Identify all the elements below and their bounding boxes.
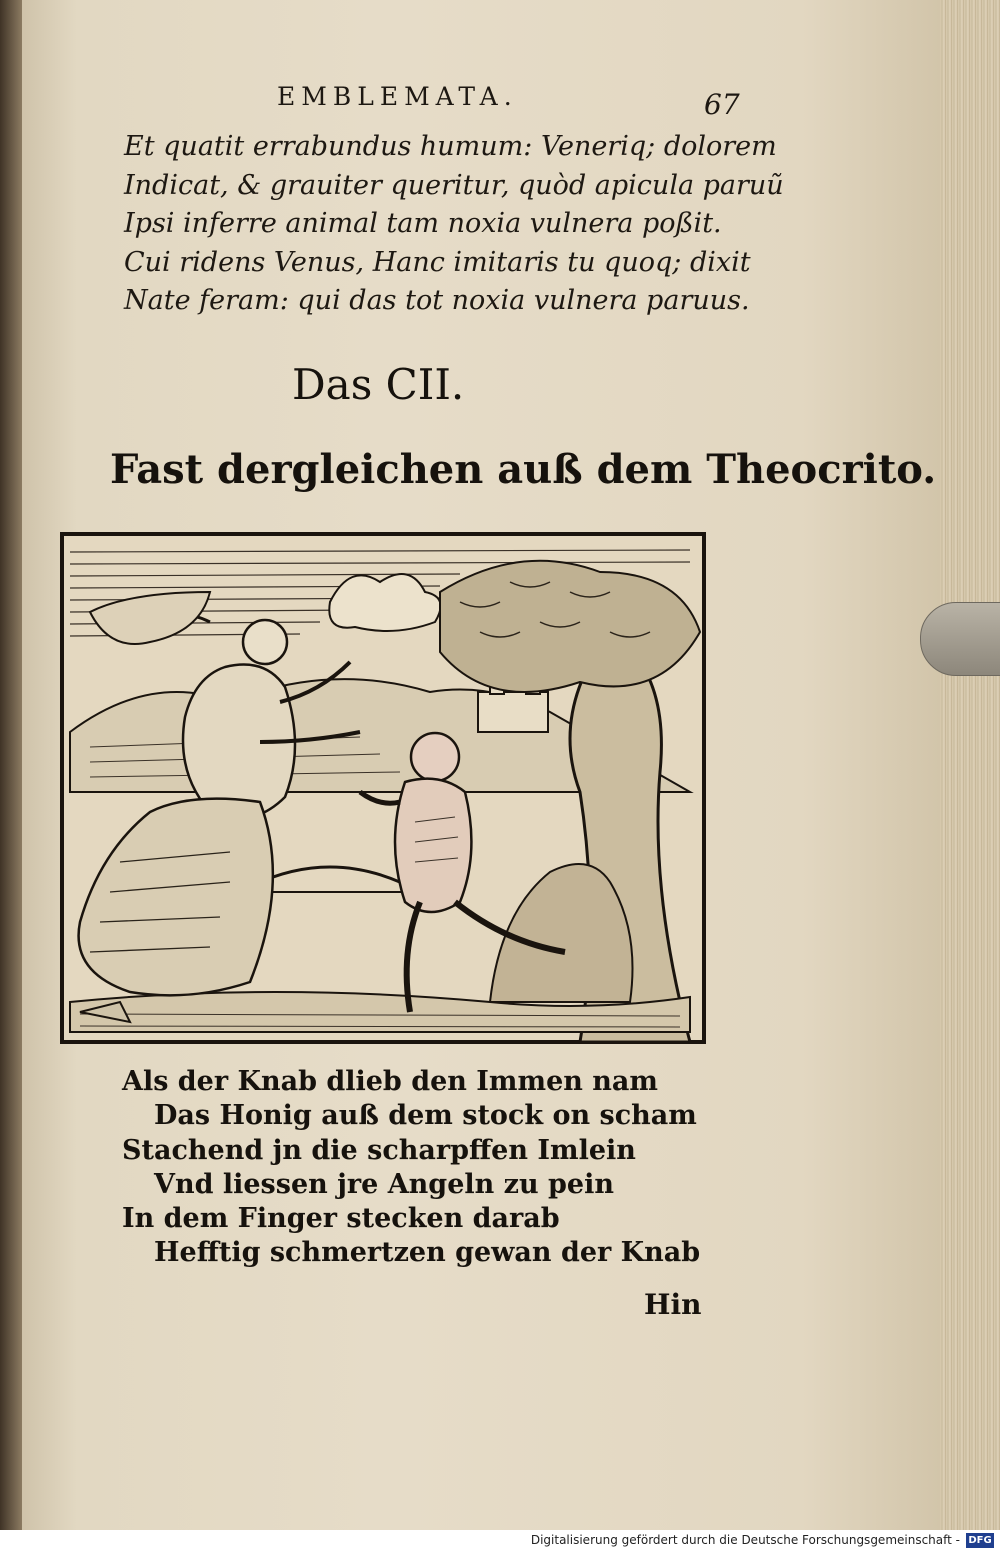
catchword: Hin [644, 1288, 702, 1321]
german-line: Vnd liessen jre Angeln zu pein [154, 1168, 614, 1200]
german-line: Hefftig schmertzen gewan der Knab [154, 1237, 701, 1269]
woodcut-illustration [60, 532, 706, 1044]
german-line: Als der Knab dlieb den Immen nam [122, 1066, 658, 1097]
latin-line: Ipsi inferre animal tam noxia vulnera poßit. [124, 208, 722, 239]
book-binding [0, 0, 22, 1530]
emblem-title: Fast dergleichen auß dem Theocrito. [110, 446, 937, 493]
book-page [22, 0, 940, 1530]
latin-line: Indicat, & grauiter queritur, quòd apicula paruũ [124, 169, 784, 201]
digitization-footer [0, 1530, 1000, 1552]
german-verse [122, 1065, 722, 1271]
latin-line: Et quatit errabundus humum: Veneriq; dolorem [124, 131, 777, 162]
latin-line: Nate feram: qui das tot noxia vulnera paruus. [124, 285, 750, 316]
german-line: Das Honig auß dem stock on scham [154, 1100, 697, 1132]
page-edges [940, 0, 1000, 1530]
german-line: Stachend jn die scharpffen Imlein [122, 1134, 636, 1166]
book-clasp [920, 602, 1000, 676]
footer-credit: Digitalisierung gefördert durch die Deutsche Forschungsgemeinschaft - [530, 1533, 960, 1547]
dfg-logo: DFG [966, 1533, 994, 1548]
page-number: 67 [704, 88, 740, 121]
running-head: EMBLEMATA. [277, 82, 518, 111]
german-line: In dem Finger stecken darab [122, 1203, 560, 1235]
emblem-number-heading: Das CII. [292, 360, 465, 409]
latin-line: Cui ridens Venus, Hanc imitaris tu quoq; dixit [124, 246, 751, 278]
latin-verse [124, 128, 784, 321]
